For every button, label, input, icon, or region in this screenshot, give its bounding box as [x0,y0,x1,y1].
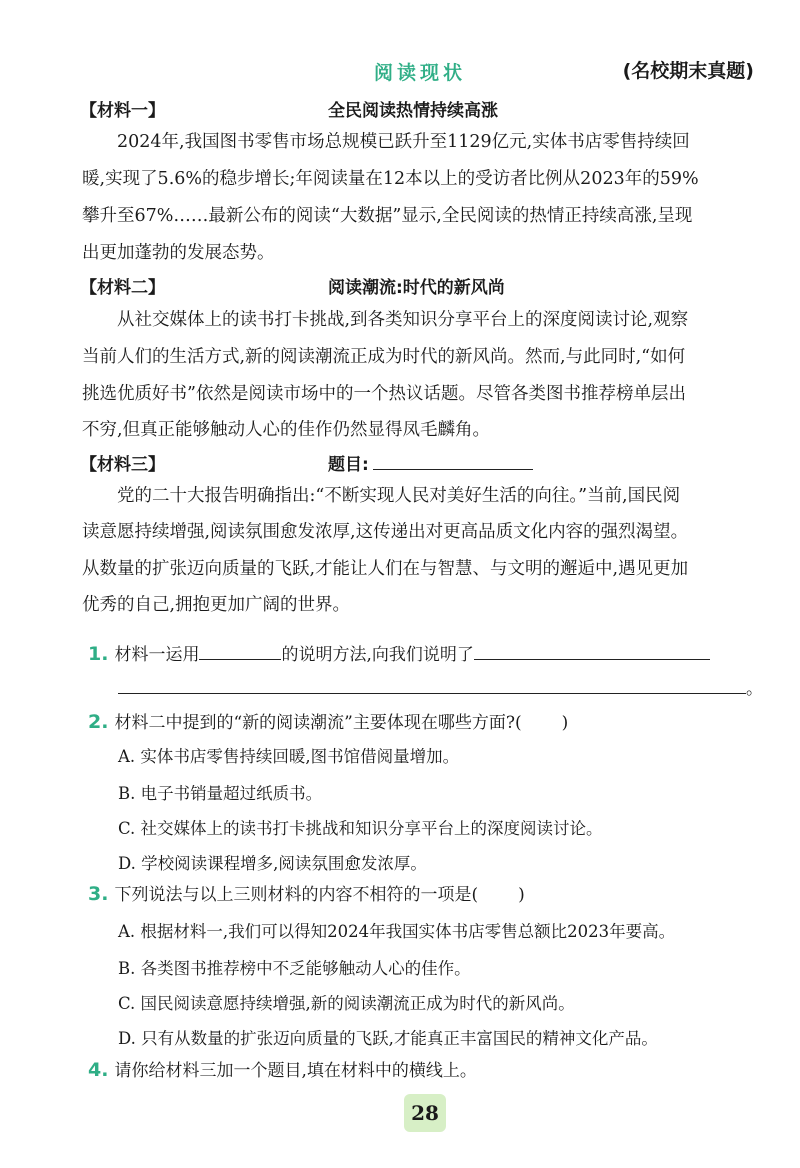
material-1-label: 【材料一】 [80,101,165,121]
question-number: 3. [88,883,109,905]
option-d: D. 只有从数量的扩张迈向质量的飞跃,才能真正丰富国民的精神文化产品。 [118,1029,658,1048]
text-line: 优秀的自己,拥抱更加广阔的世界。 [82,595,351,615]
question-text: 下列说法与以上三则材料的内容不相符的一项是( [114,885,479,905]
material-3-label: 【材料三】 [80,455,165,475]
question-text: ) [518,885,525,905]
question-text: 材料一运用 [114,645,200,665]
material-2-header [80,273,760,303]
material-1-title: 全民阅读热情持续高涨 [328,101,498,121]
title-answer-blank[interactable] [373,453,533,470]
text-line: 当前人们的生活方式,新的阅读潮流正成为时代的新风尚。然而,与此同时,“如何 [82,347,686,367]
question-4 [88,1056,768,1081]
question-number: 2. [88,711,109,733]
option-a: A. 根据材料一,我们可以得知2024年我国实体书店零售总额比2023年要高。 [118,922,676,941]
question-text: 请你给材料三加一个题目,填在材料中的横线上。 [114,1061,477,1081]
text-line: 2024年,我国图书零售市场总规模已跃升至1129亿元,实体书店零售持续回 [117,132,690,152]
page-number-badge: 28 [404,1094,446,1132]
option-c: C. 国民阅读意愿持续增强,新的阅读潮流正成为时代的新风尚。 [118,994,575,1013]
question-text: ) [561,713,569,733]
text-line: 攀升至67%……最新公布的阅读“大数据”显示,全民阅读的热情正持续高涨,呈现 [82,206,693,226]
material-3-header [80,450,760,480]
text-line: 党的二十大报告明确指出:“不断实现人民对美好生活的向往。”当前,国民阅 [117,486,681,506]
option-d: D. 学校阅读课程增多,阅读氛围愈发浓厚。 [118,854,427,873]
question-number: 4. [88,1059,109,1081]
option-b: B. 电子书销量超过纸质书。 [118,784,323,803]
question-text: 材料二中提到的“新的阅读潮流”主要体现在哪些方面?( [114,713,522,733]
question-number: 1. [88,643,109,665]
answer-blank[interactable] [118,677,746,694]
question-1 [88,640,768,665]
option-a: A. 实体书店零售持续回暖,图书馆借阅量增加。 [118,747,460,766]
material-2-title: 阅读潮流:时代的新风尚 [328,278,505,298]
material-1-header [80,96,760,126]
question-2 [88,708,768,733]
question-text: 的说明方法,向我们说明了 [281,645,474,665]
source-tag: (名校期末真题) [622,60,754,82]
text-line: 从社交媒体上的读书打卡挑战,到各类知识分享平台上的深度阅读讨论,观察 [117,310,689,330]
text-line: 不穷,但真正能够触动人心的佳作仍然显得凤毛麟角。 [82,420,491,440]
answer-blank[interactable] [199,643,281,660]
option-c: C. 社交媒体上的读书打卡挑战和知识分享平台上的深度阅读讨论。 [118,819,603,838]
text-line: 挑选优质好书”依然是阅读市场中的一个热议话题。尽管各类图书推荐榜单层出 [82,384,686,404]
material-2-label: 【材料二】 [80,278,165,298]
question-3 [88,880,768,905]
question-1-line2 [118,674,798,699]
material-3-title-row [328,450,533,475]
text-line: 从数量的扩张迈向质量的飞跃,才能让人们在与智慧、与文明的邂逅中,遇见更加 [82,559,689,579]
text-line: 暖,实现了5.6%的稳步增长;年阅读量在12本以上的受访者比例从2023年的59% [82,169,699,189]
question-text: 。 [746,679,763,699]
option-b: B. 各类图书推荐榜中不乏能够触动人心的佳作。 [118,959,471,978]
text-line: 出更加蓬勃的发展态势。 [82,243,275,263]
section-title: 阅读现状 [373,62,466,84]
text-line: 读意愿持续增强,阅读氛围愈发浓厚,这传递出对更高品质文化内容的强烈渴望。 [82,522,689,542]
answer-blank[interactable] [474,643,710,660]
material-3-title-prompt: 题目: [328,455,369,475]
